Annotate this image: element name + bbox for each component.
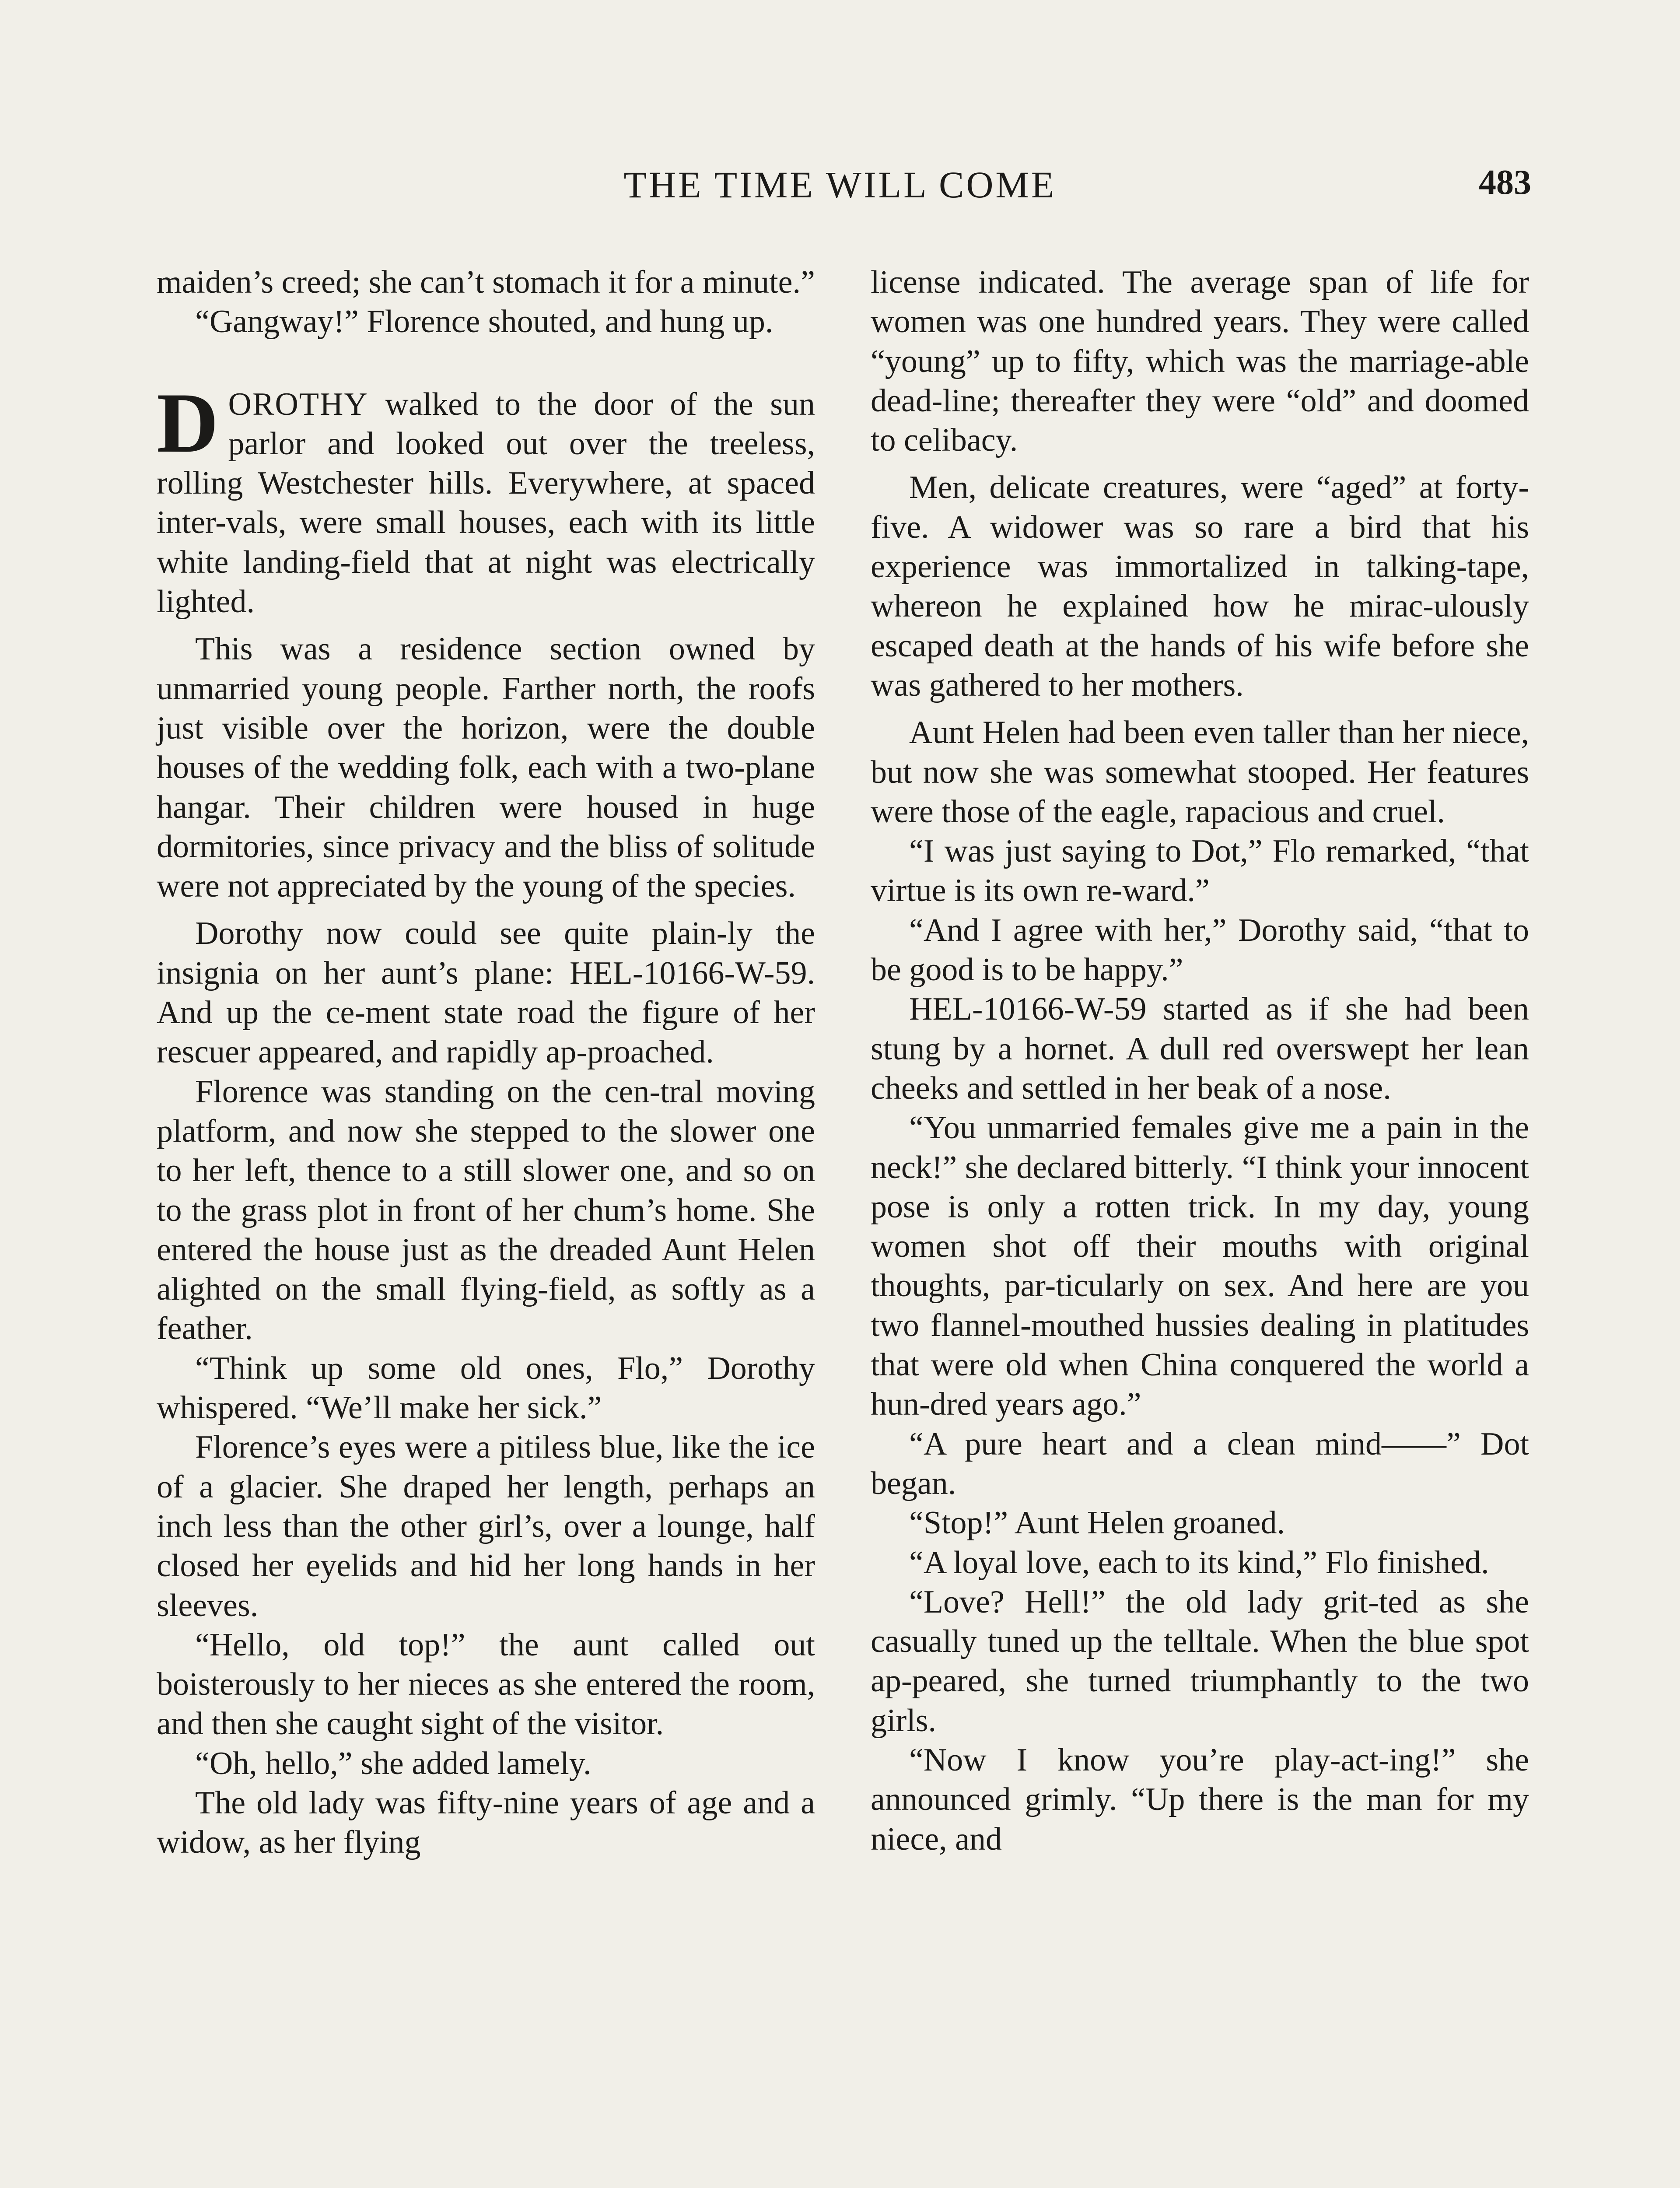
drop-cap: D	[157, 375, 219, 470]
paragraph: “Gangway!” Florence shouted, and hung up.	[195, 304, 774, 340]
page-number: 483	[1479, 163, 1531, 202]
paragraph: “Hello, old top!” the aunt called out boisterously to her nieces as she entered the room, and then she caught sight of the visitor.	[157, 1627, 815, 1742]
paragraph: “And I agree with her,” Dorothy said, “that to be good is to be happy.”	[871, 912, 1529, 988]
paragraph: “A loyal love, each to its kind,” Flo finished.	[909, 1544, 1489, 1581]
paragraph: “Now I know you’re play-act-ing!” she announced grimly. “Up there is the man for my niece, and	[871, 1742, 1529, 1857]
paragraph: Men, delicate creatures, were “aged” at forty-five. A widower was so rare a bird that his experience was immortalized in talking-tape, whereon he explained how he mirac-ulously escaped death at the hands of his wife before she was gathered to her mothers.	[871, 470, 1529, 703]
paragraph: Dorothy now could see quite plain-ly the insignia on her aunt’s plane: HEL-10166-W-59. And up the ce-ment state road the figure of her rescuer appeared, and rapidly ap-proached.	[157, 915, 815, 1070]
paragraph: “Love? Hell!” the old lady grit-ted as she casually tuned up the telltale. When the blue spot ap-peared, she turned triumphantly to the two girls.	[871, 1584, 1529, 1739]
paragraph: “You unmarried females give me a pain in the neck!” she declared bitterly. “I think your innocent pose is only a rotten trick. In my day, young women shot off their mouths with original thoughts, par-ticularly on sex. And here are you two flannel-mouthed hussies dealing in platitudes that were old when China conquered the world a hun-dred years ago.”	[871, 1110, 1529, 1423]
paragraph-text: walked to the door of the sun parlor and looked out over the treeless, rolling Westchester hills. Everywhere, at spaced inter-vals, were small houses, each with its little white landing-field that at night was electrically lighted.	[157, 386, 815, 620]
right-column	[871, 263, 1529, 1859]
small-caps-word: OROTHY	[228, 386, 368, 422]
section-opening-paragraph	[157, 375, 815, 622]
paragraph: “Oh, hello,” she added lamely.	[195, 1745, 592, 1781]
paragraph: Florence was standing on the cen-tral moving platform, and now she stepped to the slower one to her left, thence to a still slower one, and so on to the grass plot in front of her chum’s home. She entered the house just as the dreaded Aunt Helen alighted on the small flying-field, as softly as a feather.	[157, 1073, 815, 1347]
paragraph: This was a residence section owned by unmarried young people. Farther north, the roofs just visible over the horizon, were the double houses of the wedding folk, each with a two-plane hangar. Their children were housed in huge dormitories, since privacy and the bliss of solitude were not appreciated by the young of the species.	[157, 631, 815, 905]
paragraph: HEL-10166-W-59 started as if she had been stung by a hornet. A dull red overswept her lean cheeks and settled in her beak of a nose.	[871, 991, 1529, 1106]
paragraph: Florence’s eyes were a pitiless blue, like the ice of a glacier. She draped her length, perhaps an inch less than the other girl’s, over a lounge, half closed her eyelids and hid her long hands in her sleeves.	[157, 1429, 815, 1623]
paragraph: license indicated. The average span of life for women was one hundred years. They were called “young” up to fifty, which was the marriage-able dead-line; thereafter they were “old” and doomed to celibacy.	[871, 264, 1529, 459]
paragraph: “A pure heart and a clean mind——” Dot began.	[871, 1426, 1529, 1501]
paragraph: “I was just saying to Dot,” Flo remarked, “that virtue is its own re-ward.”	[871, 833, 1529, 909]
running-title: THE TIME WILL COME	[623, 164, 1057, 206]
paragraph: “Think up some old ones, Flo,” Dorothy whispered. “We’ll make her sick.”	[157, 1350, 815, 1426]
paragraph: Aunt Helen had been even taller than her niece, but now she was somewhat stooped. Her features were those of the eagle, rapacious and cruel.	[871, 715, 1529, 830]
paragraph: maiden’s creed; she can’t stomach it for a minute.”	[157, 264, 815, 300]
paragraph: The old lady was fifty-nine years of age and a widow, as her flying	[157, 1785, 815, 1861]
paragraph: “Stop!” Aunt Helen groaned.	[909, 1505, 1285, 1541]
left-column	[157, 263, 815, 1862]
